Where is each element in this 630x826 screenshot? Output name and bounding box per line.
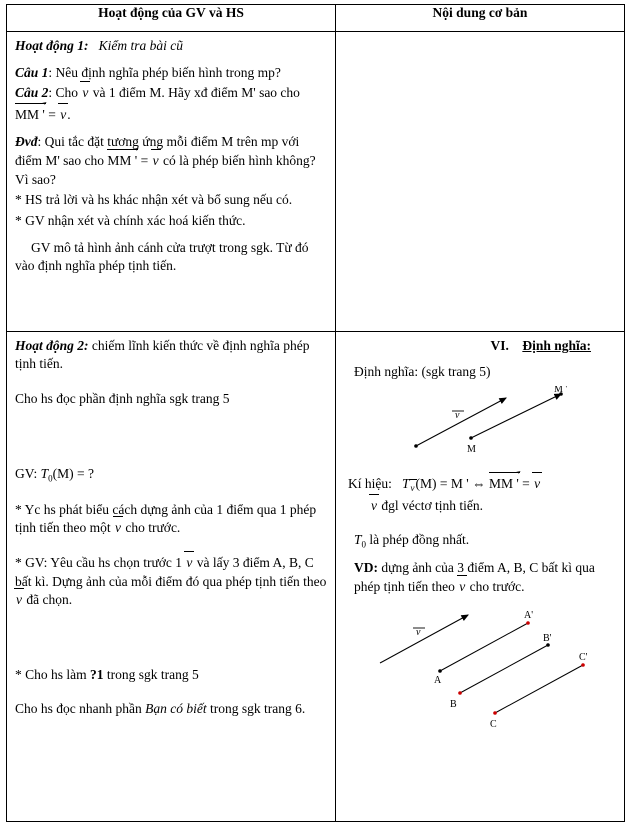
column-header-content: Nội dung cơ bản xyxy=(336,5,625,32)
activity-1-heading: Hoạt động 1: Kiểm tra bài cũ xyxy=(15,38,184,53)
figure-2-label-b-prime: B' xyxy=(542,632,551,644)
activity-2-line-5: Cho hs đọc nhanh phần Bạn có biết trong sgk trang 6. xyxy=(15,701,306,717)
point-a-prime xyxy=(526,621,530,625)
activity-2-heading: Hoạt động 2: chiếm lĩnh kiến thức về định nghĩa phép tịnh tiến. xyxy=(15,337,310,372)
activity-2-gv-question: GV: $T_0(M)$ = ? xyxy=(15,465,94,484)
cell-activity-2-left xyxy=(7,331,336,821)
activity-2-line-2: * Yc hs phát biểu cách dựng ảnh của 1 điểm qua 1 phép tịnh tiến theo một v cho trước. xyxy=(15,501,328,538)
table-row-activity-1 xyxy=(7,32,625,332)
vector-v-symbol: v xyxy=(114,519,122,538)
point-c xyxy=(493,711,497,715)
figure-2-label-v: v xyxy=(415,626,420,638)
figure-2-label-c-prime: C' xyxy=(578,651,587,663)
cell-activity-1-left xyxy=(7,32,336,332)
vector-arrow-1 xyxy=(416,398,506,446)
vector-v-symbol: v xyxy=(458,578,466,597)
segment-a-aprime xyxy=(440,623,528,671)
vector-v-symbol: v xyxy=(185,554,193,573)
figure-1-svg xyxy=(356,386,606,466)
spacer xyxy=(15,376,328,390)
vector-mm-prime: MM ' xyxy=(15,105,45,125)
spacer xyxy=(15,487,328,501)
figure-1-label-m: M xyxy=(466,444,476,455)
notation-line: Kí hiệu: $T_v(M) = M$ ' ⇔ MM ' = v xyxy=(348,475,541,494)
point-origin xyxy=(414,444,418,448)
point-c-prime xyxy=(581,663,585,667)
segment-c-cprime xyxy=(495,665,583,713)
lesson-plan-table xyxy=(6,4,625,822)
vector-v-symbol: v xyxy=(81,84,89,103)
table-body xyxy=(7,32,625,822)
vector-arrow-2 xyxy=(471,394,561,438)
figure-2-svg xyxy=(350,601,612,731)
spacer xyxy=(15,451,328,465)
activity-2-line-1: Cho hs đọc phần định nghĩa sgk trang 5 xyxy=(15,391,230,406)
cell-activity-1-right xyxy=(336,32,625,332)
figure-2-label-b: B xyxy=(449,698,457,710)
activity-1-note-1: * HS trả lời và hs khác nhận xét và bổ sung nếu có. xyxy=(15,192,293,208)
vector-mm-prime: MM ' xyxy=(489,474,519,494)
spacer xyxy=(344,517,617,531)
vector-mm-prime: MM ' xyxy=(107,151,137,171)
cell-activity-2-right xyxy=(336,331,625,821)
activity-1-block xyxy=(7,32,335,284)
header-row xyxy=(7,5,625,32)
figure-1-label-m-prime: M ' xyxy=(553,386,567,395)
point-a xyxy=(438,669,442,673)
activity-1-question-2-formula: MM ' = v. xyxy=(15,105,328,125)
figure-translation-single-point xyxy=(344,386,617,472)
spacer xyxy=(15,411,328,451)
point-b xyxy=(458,691,462,695)
figure-2-label-c: C xyxy=(489,718,497,730)
vector-v-symbol: v xyxy=(152,152,160,171)
spacer xyxy=(15,652,328,666)
activity-1-question-1: Câu 1: Nêu định nghĩa phép biến hình trong mp? xyxy=(15,64,281,80)
activity-2-line-3: * GV: Yêu cầu hs chọn trước 1 v và lấy 3 điểm A, B, C bất kì. Dựng ảnh của mỗi điểm đó qua phép tịnh tiến theo v đã chọn. xyxy=(15,554,328,610)
figure-1-label-v: v xyxy=(454,410,459,421)
figure-translation-three-points xyxy=(344,601,617,737)
table-row-activity-2 xyxy=(7,331,625,821)
figure-2-label-a-prime: A' xyxy=(523,609,533,621)
figure-2-label-a: A xyxy=(433,674,441,686)
vector-v-symbol: v xyxy=(59,106,67,125)
vector-v-symbol: v xyxy=(15,591,23,610)
point-m xyxy=(469,436,473,440)
activity-1-question-2: Câu 2: Cho v và 1 điểm M. Hãy xđ điểm M' sao cho xyxy=(15,84,328,103)
activity-1-note-3: GV mô tả hình ảnh cánh cửa trượt trong sgk. Từ đó vào định nghĩa phép tịnh tiến. xyxy=(15,239,309,274)
section-heading: VI. Định nghĩa: xyxy=(490,337,591,353)
example-line: VD: dựng ảnh của 3 điểm A, B, C bất kì qua phép tịnh tiến theo v cho trước. xyxy=(344,559,617,596)
vector-v-symbol: v xyxy=(533,475,541,494)
vector-v-subscript: v xyxy=(410,483,415,494)
column-header-activities: Hoạt động của GV và HS xyxy=(7,5,336,32)
table-header xyxy=(7,5,625,32)
spacer xyxy=(15,540,328,554)
activity-2-line-4: * Cho hs làm ?1 trong sgk trang 5 xyxy=(15,666,199,682)
activity-1-content-empty xyxy=(336,32,624,62)
activity-1-answer: Đvđ: Qui tắc đặt tương ứng mỗi điểm M trên mp với điểm M' sao cho MM ' = v có là phép biến hình không? Vì sao? xyxy=(15,133,316,187)
vector-arrow-main xyxy=(380,615,468,663)
notation-line-2: v đgl véctơ tịnh tiến. xyxy=(344,497,617,516)
identity-line: $T_0$ là phép đồng nhất. xyxy=(354,532,470,551)
activity-2-block xyxy=(7,332,335,727)
spacer xyxy=(15,612,328,652)
activity-1-note-2: * GV nhận xét và chính xác hoá kiến thức. xyxy=(15,213,246,228)
vector-v-symbol: v xyxy=(370,497,378,516)
content-block xyxy=(336,332,624,745)
segment-b-bprime xyxy=(460,645,548,693)
definition-line: Định nghĩa: (sgk trang 5) xyxy=(354,364,491,380)
spacer xyxy=(15,686,328,700)
